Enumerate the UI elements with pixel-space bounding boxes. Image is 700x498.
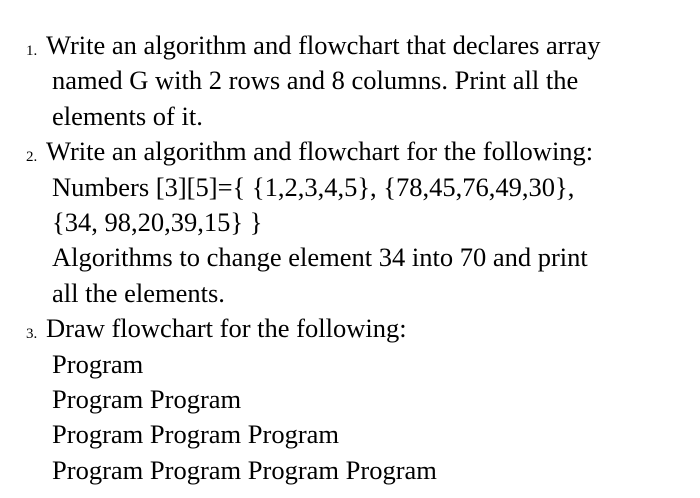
- question-text-line: Program Program Program Program: [52, 454, 437, 485]
- question-text-line: Draw flowchart for the following:: [46, 313, 407, 344]
- question-number: 1.: [26, 43, 38, 59]
- question-text-line: elements of it.: [52, 100, 203, 131]
- question-3: [0, 311, 700, 488]
- question-number: 2.: [26, 149, 38, 166]
- question-number: 3.: [26, 326, 38, 343]
- question-text-line: all the elements.: [52, 277, 225, 308]
- document-body: [0, 28, 700, 488]
- question-text-line: Write an algorithm and flowchart for the following:: [46, 136, 594, 167]
- question-1: [0, 28, 700, 134]
- question-text-line: Numbers [3][5]={ {1,2,3,4,5}, {78,45,76,49,30},: [52, 171, 575, 202]
- question-text-line: named G with 2 rows and 8 columns. Print all the: [52, 65, 579, 96]
- question-2: [0, 134, 700, 311]
- question-text-line: Program Program: [52, 384, 242, 415]
- question-text-line: Program Program Program: [52, 419, 340, 450]
- question-text-line: {34, 98,20,39,15} }: [52, 207, 263, 238]
- question-text-line: Program: [52, 348, 144, 379]
- question-text-line: Write an algorithm and flowchart that declares array: [46, 30, 601, 60]
- question-text-line: Algorithms to change element 34 into 70 and print: [52, 242, 588, 273]
